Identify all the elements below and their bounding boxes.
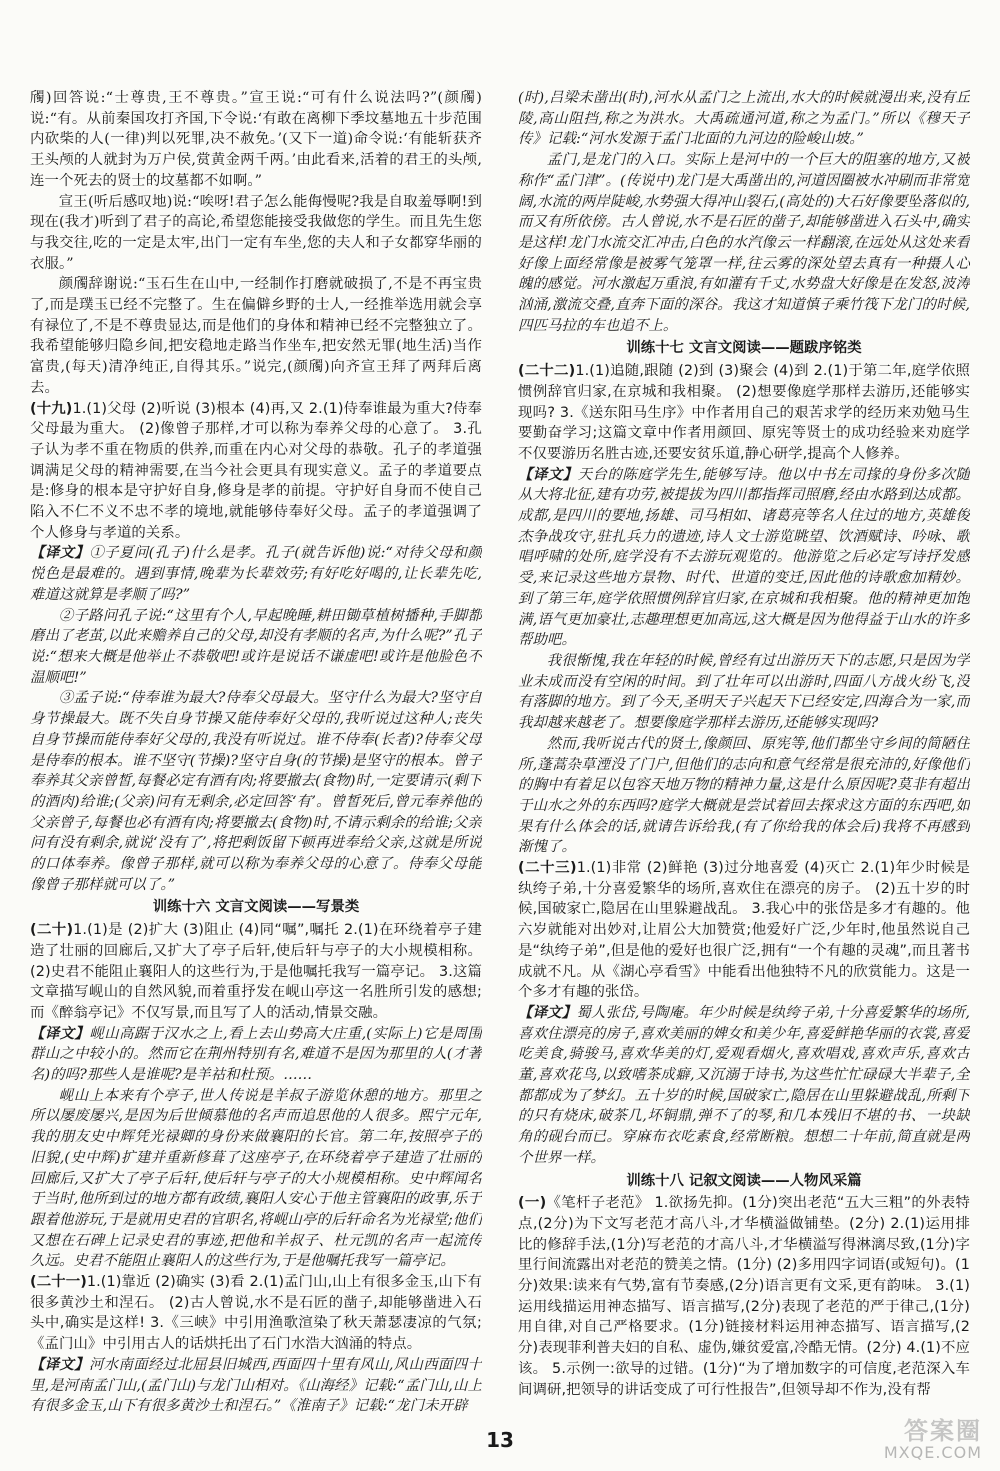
question-number: (二十一) [30,1274,87,1291]
watermark-logo [832,1418,982,1462]
page-number: 13 [486,1428,514,1452]
translation-paragraph [30,543,482,605]
translation-tag: 【译文】 [518,1003,577,1021]
text-paragraph [30,88,482,192]
translation-paragraph [518,734,970,858]
answer-paragraph [30,1272,482,1355]
paragraph-text: ③孟子说:“侍奉谁为最大?侍奉父母最大。坚守什么为最大?坚守自身节操最大。既不失自身节操又能侍奉好父母的,我听说过这种人;丧失自身节操而能侍奉好父母的,我没有听说过。谁不侍奉(长者)?侍奉父母是侍奉的根本。谁不坚守(节操)?坚守自身(的节操)是坚守的根本。曾子奉养其父亲曾皙,每餐必定有酒有肉;将要撤去(食物)时,一定要请示(剩下的酒肉)给谁;(父亲)问有无剩余,必定回答‘有’。曾皙死后,曾元奉养他的父亲曾子,每餐也必有酒有肉;将要撤去(食物)时,不请示剩余的给谁;父亲问有没有剩余,就说‘没有了’,将把剩饭留下顿再进奉给父亲,这就是所说的口体奉养。像曾子那样,就可以称为奉养父母的心意了。侍奉父母能像曾子那样就可以了。” [30,690,482,893]
paragraph-text: 1.(1)父母 (2)听说 (3)根本 (4)再,又 2.(1)侍奉谁最为重大?侍奉父母最为重大。 (2)像曾子那样,才可以称为奉养父母的心意了。 3.孔子认为孝不重在物质的供养,而重在内心对父母的恭敬。孔子的孝道强调满足父母的精神需要,在当今社会更具有现实意义。孟子的孝道要点是:修身的根本是守护好自身,修身是孝的前提。守护好自身而不使自己陷入不仁不义不忠不孝的境地,就能够侍奉好父母。孟子的孝道强调了个人修身与孝道的关系。 [30,400,482,541]
text-paragraph [30,192,482,275]
translation-paragraph [518,88,970,150]
answer-paragraph [30,399,482,544]
translation-paragraph [30,688,482,895]
left-column [30,88,482,1418]
paragraph-text: 然而,我听说古代的贤士,像颜回、原宪等,他们都坐守乡间的简陋住所,蓬蒿杂草湮没了门户,但他们的志向和意气经常是很充沛的,好像他们的胸中有着足以包容天地万物的精神力量,这是什么原因呢?莫非有超出于山水之外的东西吗?庭学大概就是尝试着回去探求这方面的东西吧,如果有什么体会的话,就请告诉给我,(有了你给我的体会后)我将不再感到渐愧了。 [518,735,970,856]
translation-paragraph [518,651,970,734]
watermark-url: MXQE.COM [883,1443,982,1462]
paragraph-text: 1.(1)靠近 (2)确实 (3)看 2.(1)孟门山,山上有很多金玉,山下有很多黄沙土和涅石。 (2)古人曾说,水不是石匠的凿子,却能够凿进入石头中,确实是这样! 3.《三峡》中引用渔歌渲染了秋天萧瑟凄凉的气氛;《孟门山》中引用古人的话烘托出了石门水浩大汹涌的特点。 [30,1274,482,1353]
question-number: (二十) [30,922,74,939]
answer-paragraph [518,1193,970,1400]
paragraph-text: 河水南面经过北屈县旧城西,西面四十里有风山,风山西面四十里,是河南孟门山,(孟门山)与龙门山相对。《山海经》记载:“孟门山,山上有很多金玉,山下有很多黄沙土和涅石。”《淮南子》记载:“龙门未开辟 [30,1356,482,1415]
translation-paragraph [30,1024,482,1086]
translation-paragraph [518,465,970,651]
paragraph-text: 岘山上本来有个亭子,世人传说是羊叔子游览休憩的地方。那里之所以屡废屡兴,是因为后世倾慕他的名声而追思他的人很多。熙宁元年,我的朋友史中辉凭光禄卿的身份来做襄阳的长官。第二年,按照亭子的旧貌,(史中辉)扩建并重新修葺了这座亭子,在环绕着亭子建造了壮丽的回廊后,又扩大了亭子后轩,使后轩与亭子的大小规模相称。史中辉闻名于当时,他所到过的地方都有政绩,襄阳人安心于他主管襄阳的政事,乐于跟着他游玩,于是就用史君的官职名,将岘山亭的后轩命名为光禄堂;他们又想在石碑上记录史君的事迹,把他和羊叔子、杜元凯的名声一起流传久远。史君不能阻止襄阳人的这些行为,于是他嘱托我写一篇亭记。 [30,1087,482,1270]
translation-paragraph [518,1003,970,1169]
translation-paragraph [30,1086,482,1272]
right-column [518,88,970,1418]
answer-paragraph [518,858,970,1003]
paragraph-text: 斶)回答说:“士尊贵,王不尊贵。”宣王说:“可有什么说法吗?”(颜斶)说:“有。从前秦国攻打齐国,下令说:‘有敢在离柳下季坟墓地五十步范围内砍柴的人(一律)判以死罪,决不赦免。’(又下一道)命令说:‘有能斩获齐王头颅的人就封为万户侯,赏黄金两千两。’由此看来,活着的君王的头颅,连一个死去的贤士的坟墓都不如啊。” [30,90,482,189]
question-number: (十九) [30,400,73,417]
paragraph-text: 1.(1)追随,跟随 (2)到 (3)聚会 (4)到 2.(1)于第二年,庭学依照惯例辞官归家,在京城和我相聚。 (2)想要像庭学那样去游历,还能够实现吗? 3.《送东阳马生序》中作者用自己的艰苦求学的经历来劝勉马生要勤奋学习;这篇文章中作者用颜回、原宪等贤士的成功经验来劝庭学不仅要游历名胜古迹,还要安贫乐道,静心研学,提高个人修养。 [518,363,970,462]
section-heading: 训练十六 文言文阅读——写景类 [152,899,360,916]
paragraph-text: 我很惭愧,我在年轻的时候,曾经有过出游历天下的志愿,只是因为学业未成而没有空闲的时间。到了壮年可以出游时,四面八方战火纷飞,没有落脚的地方。到了今天,圣明天子兴起天下已经安定,四海合为一家,而我却越来越老了。想要像庭学那样去游历,还能够实现吗? [518,652,970,732]
translation-tag: 【译文】 [30,544,90,562]
paragraph-text: 1.(1)是 (2)扩大 (3)阻止 (4)同“嘱”,嘱托 2.(1)在环绕着亭子建造了壮丽的回廊后,又扩大了亭子后轩,使后轩与亭子的大小规模相称。 (2)史君不能阻止襄阳人的这些行为,于是他嘱托我写一篇亭记。 3.这篇文章描写岘山的自然风貌,而着重抒发在岘山亭这一名胜所引发的感想;而《醉翁亭记》不仅写景,而且写了人的活动,情景交融。 [30,922,482,1021]
paragraph-text: ①子夏问(孔子)什么是孝。孔子(就告诉他)说:“对待父母和颜悦色是最难的。遇到事情,晚辈为长辈效劳;有好吃好喝的,让长辈先吃,难道这就算是孝顺了吗?” [30,545,482,603]
answer-paragraph [518,361,970,465]
paragraph-text: 蜀人张岱,号陶庵。年少时候是纨绔子弟,十分喜爱繁华的场所,喜欢住漂亮的房子,喜欢美丽的婢女和美少年,喜爱鲜艳华丽的衣裳,喜爱吃美食,骑骏马,喜欢华美的灯,爱观看烟火,喜欢唱戏,喜欢声乐,喜欢古董,喜欢花鸟,以致嗜茶成癖,又沉溺于诗书,为这些忙忙碌碌大半辈子,全都都成为了梦幻。五十岁的时候,国破家亡,隐居在山里躲避战乱,所剩下的只有烧床,破茶几,坏铜鼎,弹不了的琴,和几本残旧不堪的书、一块缺角的砚台而已。穿麻布衣吃素食,经常断粮。想想二十年前,简直就是两个世界一样。 [518,1004,970,1166]
translation-tag: 【译文】 [518,465,578,483]
text-paragraph [30,274,482,398]
paragraph-text: 宣王(听后感叹地)说:“唉呀!君子怎么能侮慢呢?我是自取羞辱啊!到现在(我才)听到了君子的高论,希望您能接受我做您的学生。而且先生您与我交往,吃的一定是太牢,出门一定有车坐,您的夫人和子女都穿华丽的衣服。” [30,193,482,272]
paragraph-text: 孟门,是龙门的入口。实际上是河中的一个巨大的阻塞的地方,又被称作“孟门津”。(传说中)龙门是大禹凿出的,河道因圈被水冲刷而非常宽阔,水流的两岸陡峻,水势强大得冲山裂石,(高处的)大石好像要坠落似的,而又有所依傍。古人曾说,水不是石匠的凿子,却能够凿进入石头中,确实是这样!龙门水流交汇冲击,白色的水汽像云一样翻滚,在远处从这处来看好像上面经常像是被雾气笼罩一样,往云雾的深处望去真有一种摄人心魄的感觉。河水激起万重浪,有如灌有千丈,水势盘大好像是在发怒,波涛汹涌,激流交叠,直奔下面的深谷。我这才知道慎子乘竹筏下龙门的时候,四匹马拉的车也追不上。 [518,152,970,334]
translation-paragraph [30,606,482,689]
question-number: (一) [518,1195,547,1212]
paragraph-text: 1.(1)非常 (2)鲜艳 (3)过分地喜爱 (4)灭亡 2.(1)年少时候是纨绔子弟,十分喜爱繁华的场所,喜欢住在漂亮的房子。 (2)五十岁的时候,国破家亡,隐居在山里躲避战乱。 3.我心中的张岱是多才有趣的。他六岁就能对出妙对,让眉公大加赞赏;他爱好广泛,少年时,他虽然说自己是“纨绔子弟”,但是他的爱好也很广泛,拥有“一个有趣的灵魂”,而且著书成就不凡。从《湖心亭看雪》中能看出他独特不凡的欣赏能力。这是一个多才有趣的张岱。 [518,860,970,1001]
paragraph-text: 《笔杆子老范》 1.欲扬先抑。(1分)突出老范“五大三粗”的外表特点,(2分)为下文写老范才高八斗,才华横溢做铺垫。(2分) 2.(1)运用排比的修辞手法,(1分)写老范的才高八斗,才华横溢写得淋漓尽致,(1分)字里行间流露出对老范的赞美之情。(1分) (2)多用四字词语(或短句)。(1分)效果:读来有气势,富有节奏感,(2分)语言更有文采,更有韵味。 3.(1)运用线描运用神态描写、语言描写,(2分)表现了老范的严于律己,(1分)用自律,对自己严格要求。(1分)链接材料运用神态描写、语言描写,(2分)表现菲利普夫妇的自私、虚伪,嫌贫爱富,冷酷无情。(2分) 4.(1)不应该。 5.示例一:欲导的过错。(1分)“为了增加数字的可信度,老范深入车间调研,把领导的讲话变成了可行性报告”,但领导却不作为,没有帮 [518,1195,970,1398]
section-heading: 训练十八 记叙文阅读——人物风采篇 [626,1172,862,1189]
paragraph-text: ②子路问孔子说:“这里有个人,早起晚睡,耕田锄草植树播种,手脚都磨出了老茧,以此来赡养自己的父母,却没有孝顺的名声,为什么呢?”孔子说:“想来大概是他举止不恭敬吧!或许是说话不谦虚吧!或许是他脸色不温顺吧!” [30,607,482,686]
question-number: (二十二) [518,363,576,380]
document-page [30,88,970,1418]
paragraph-text: 颜斶辞谢说:“玉石生在山中,一经制作打磨就破损了,不是不再宝贵了,而是璞玉已经不完整了。生在偏僻乡野的士人,一经推举选用就会享有禄位了,不是不尊贵显达,而是他们的身体和精神已经不完整独立了。我希望能够归隐乡间,把安稳地走路当作坐车,把安然无罪(地生活)当作富贵,(每天)清净纯正,自得其乐。”说完,(颜斶)向齐宣王拜了两拜后离去。 [30,276,482,396]
section-heading: 训练十七 文言文阅读——题跋序铭类 [626,340,862,357]
translation-tag: 【译文】 [30,1355,89,1373]
paragraph-text: 岘山高踞于汉水之上,看上去山势高大庄重,(实际上)它是周围群山之中较小的。然而它在荆州特别有名,难道不是因为那里的人(才著名)的吗?那些人是谁呢?是羊祜和杜预。…… [30,1025,482,1084]
translation-paragraph [518,150,970,336]
paragraph-text: (时),吕梁未凿出(时),河水从孟门之上流出,水大的时候就漫出来,没有丘陵,高山阻挡,称之为洪水。大禹疏通河道,称之为孟门。”所以《穆天子传》记载:“河水发源于孟门北面的九河边的险峻山坡。” [518,90,970,148]
paragraph-text: 天台的陈庭学先生,能够写诗。他以中书左司掾的身份多次随从大将北征,建有功劳,被提拔为四川都指挥司照磨,经由水路到达成都。成都,是四川的要地,扬雄、司马相如、诸葛亮等名人住过的地方,英雄俊杰争战攻守,驻扎兵力的遗迹,诗人文士游览眺望、饮酒赋诗、吟咏、歌唱呼啸的处所,庭学没有不去游玩观览的。他游览之后必定写诗抒发感受,来记录这些地方景物、时代、世道的变迁,因此他的诗歌愈加精妙。到了第三年,庭学依照惯例辞官归家,在京城和我相聚。他的精神更加饱满,语气更加豪壮,志趣理想更加高远,这大概是因为他得益于山水的许多帮助吧。 [518,466,970,649]
question-number: (二十三) [518,860,577,877]
translation-tag: 【译文】 [30,1024,90,1042]
watermark-logo-text: 答案圈 [904,1417,982,1445]
answer-paragraph [30,920,482,1024]
translation-paragraph [30,1355,482,1417]
